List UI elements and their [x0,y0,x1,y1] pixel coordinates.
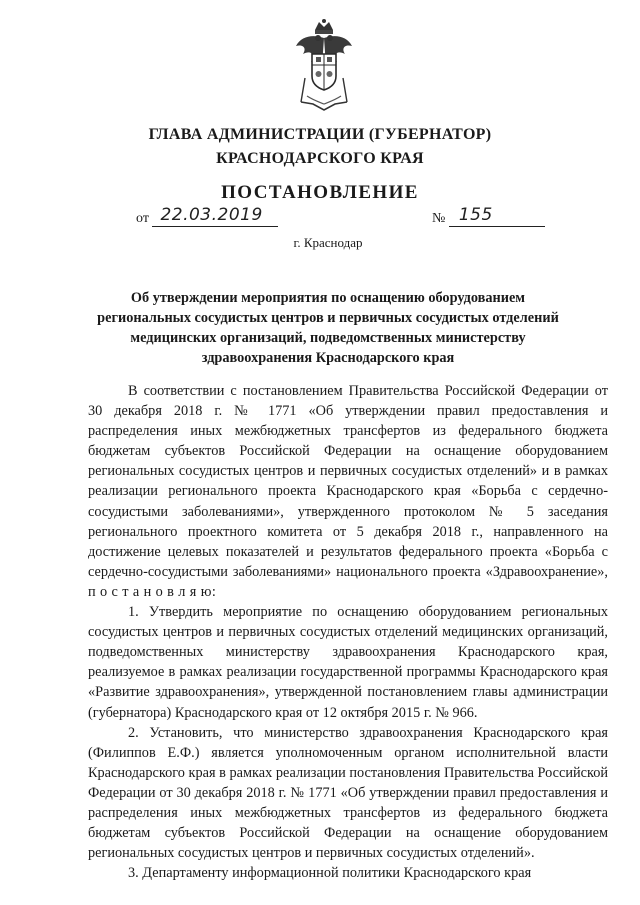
handwritten-date: 22.03.2019 [160,205,263,225]
issue-city: г. Краснодар [293,235,363,250]
document-number-field [432,205,545,227]
decree-word: п о с т а н о в л я ю: [88,583,217,600]
item-1-paragraph: 1. Утвердить мероприятие по оснащению оборудованием региональных сосудистых центров и первичных сосудистых отделений медицинских организаций, подведомственных министерству здравоохранения Краснодарского края, реализуемое в рамках реализации государственной программы Краснодарского края «Развитие здравоохранения», утвержденной постановлением главы администрации (губернатора) Краснодарского края от 12 октября 2015 г. № 966. [88,604,608,721]
number-prefix-label: № [432,211,446,226]
preamble-paragraph [88,381,608,602]
preamble-text: В соответствии с постановлением Правительства Российской Федерации от 30 декабря 2018 г. № 1771 «Об утверждении правил предоставления и распределения иных межбюджетных трансфертов из федерального бюджета бюджетам субъектов Российской Федерации на оснащение оборудованием региональных сосудистых центров и первичных сосудистых отделений» и в рамках реализации регионального проекта Краснодарского края «Борьба с сердечно-сосудистыми заболеваниями», утвержденного протоколом № 5 заседания регионального проектного комитета от 5 декабря 2018 г., направленного на достижение целевых показателей и результатов федерального проекта «Борьба с сердечно-сосудистыми заболеваниями» национального проекта «Здравоохранение», [88,383,608,580]
coat-of-arms-emblem [293,18,355,112]
issuing-authority-title: ГЛАВА АДМИНИСТРАЦИИ (ГУБЕРНАТОР) [148,126,492,143]
item-3-paragraph: 3. Департаменту информационной политики Краснодарского края [128,865,532,882]
handwritten-number: 155 [458,205,493,225]
date-underline [152,205,278,227]
document-title: Об утверждении мероприятия по оснащению оборудованием региональных сосудистых центров и первичных сосудистых отделений медицинских организаций, подведомственных министерству здравоохранения Краснодарского края [97,290,559,366]
item-2-paragraph: 2. Установить, что министерство здравоохранения Краснодарского края (Филиппов Е.Ф.) является уполномоченным органом исполнительной власти Краснодарского края в рамках реализации постановления Правительства Российской Федерации от 30 декабря 2018 г. № 1771 «Об утверждении правил предоставления и распределения иных межбюджетных трансфертов из федерального бюджета бюджетам субъектов Российской Федерации на оснащение оборудованием региональных сосудистых центров и первичных сосудистых отделений». [88,724,608,862]
document-type-heading: ПОСТАНОВЛЕНИЕ [221,182,419,203]
document-body [88,381,608,883]
issuing-authority-region: КРАСНОДАРСКОГО КРАЯ [216,150,424,167]
number-underline [449,205,545,227]
date-prefix-label: от [136,211,149,226]
document-date-field [136,205,278,227]
